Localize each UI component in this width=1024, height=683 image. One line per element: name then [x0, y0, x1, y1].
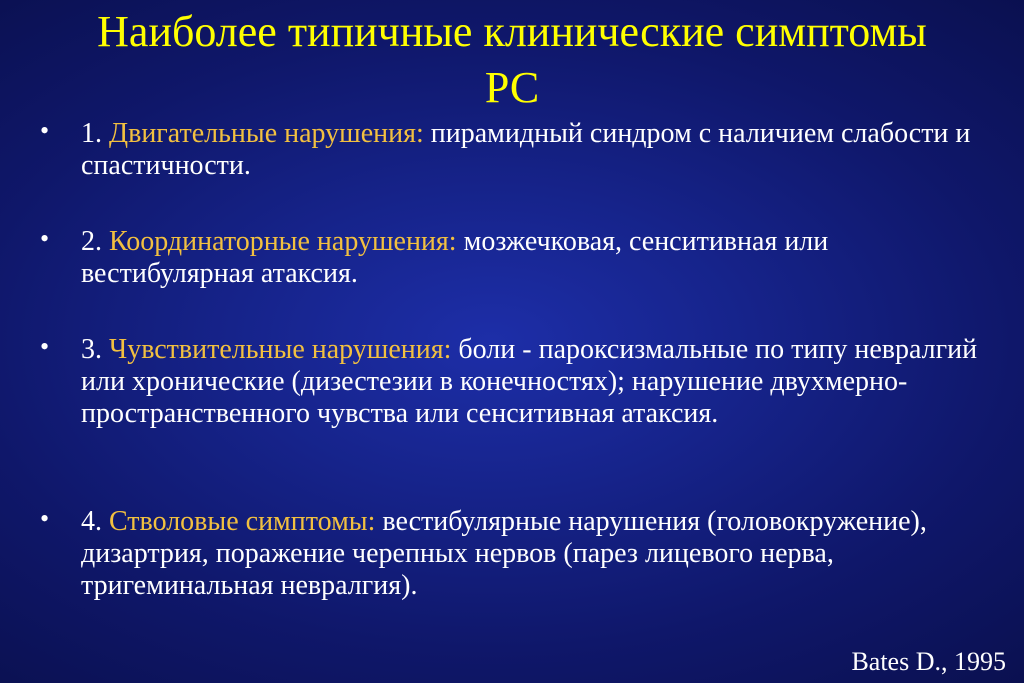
bullet-marker: •	[40, 504, 50, 533]
item-description: мозжечковая, сенситивная или вестибулярная атаксия.	[81, 226, 829, 289]
citation: Bates D., 1995	[851, 647, 1006, 676]
symptom-item-text	[81, 226, 1000, 290]
symptom-item-text	[81, 118, 1000, 182]
symptom-item-text	[81, 334, 1000, 430]
symptom-item-motor	[40, 118, 1000, 182]
symptom-item-sensory	[40, 334, 1000, 430]
slide-title	[0, 4, 1024, 116]
symptom-item-brainstem	[40, 506, 1000, 602]
item-description: боли - пароксизмальные по типу невралгий или хронические (дизестезии в конечностях); нарушение двухмерно-пространственного чувства или сенситивная атаксия.	[81, 334, 978, 429]
item-heading: Координаторные нарушения:	[109, 226, 457, 257]
bullet-marker: •	[40, 116, 50, 145]
symptom-item-coordination	[40, 226, 1000, 290]
bullet-marker: •	[40, 332, 50, 361]
item-number: 4.	[81, 506, 102, 537]
item-heading: Стволовые симптомы:	[109, 506, 376, 537]
item-description: вестибулярные нарушения (головокружение), дизартрия, поражение черепных нервов (парез лицевого нерва, тригеминальная невралгия).	[81, 506, 927, 601]
item-number: 3.	[81, 334, 102, 365]
symptom-item-text	[81, 506, 1000, 602]
bullet-marker: •	[40, 224, 50, 253]
item-heading: Чувствительные нарушения:	[109, 334, 452, 365]
title-line-2: РС	[484, 63, 540, 112]
item-number: 2.	[81, 226, 102, 257]
item-number: 1.	[81, 118, 102, 149]
item-heading: Двигательные нарушения:	[109, 118, 424, 149]
title-line-1: Наиболее типичные клинические симптомы	[97, 7, 927, 56]
item-description: пирамидный синдром с наличием слабости и спастичности.	[81, 118, 971, 181]
